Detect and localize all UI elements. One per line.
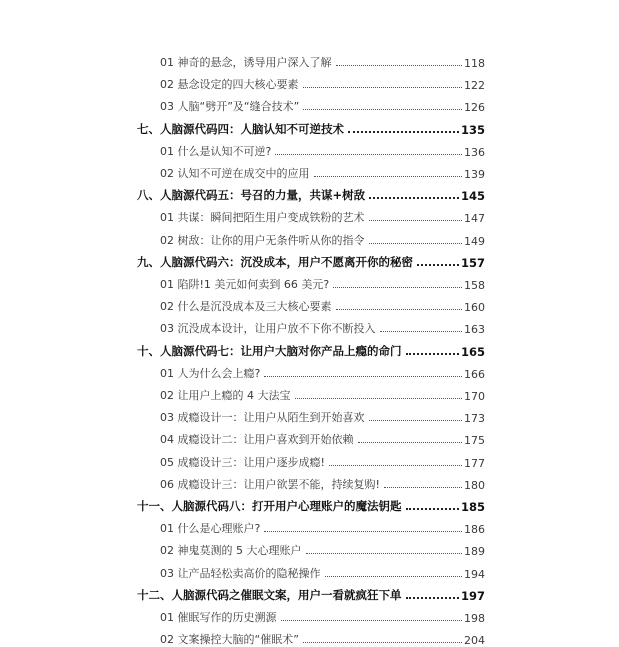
- dot-leader: [417, 264, 459, 266]
- toc-entry-title: 九、人脑源代码六：沉没成本，用户不愿离开你的秘密: [137, 254, 413, 269]
- toc-entry-title: 02 让用户上瘾的 4 大法宝: [160, 389, 291, 402]
- toc-page-number: 157: [460, 255, 485, 270]
- dot-leader: [336, 309, 463, 310]
- toc-page-number: 180: [464, 478, 485, 492]
- dot-leader: [369, 220, 463, 221]
- toc-entry-title: 05 成瘾设计三：让用户逐步成瘾!: [160, 455, 325, 469]
- toc-page-number: 145: [460, 189, 485, 204]
- toc-section-entry: [160, 538, 485, 558]
- dot-leader: [303, 87, 463, 88]
- toc-page-number: 189: [464, 545, 485, 559]
- toc-section-entry: [160, 316, 485, 336]
- toc-section-entry: [160, 228, 485, 248]
- dot-leader: [406, 508, 459, 510]
- toc-section-entry: [160, 605, 485, 625]
- toc-page-number: 166: [464, 367, 485, 381]
- toc-entry-title: 十一、人脑源代码八：打开用户心理账户的魔法钥匙: [137, 499, 402, 513]
- toc-chapter-entry: [137, 494, 485, 514]
- toc-section-entry: [160, 294, 485, 314]
- toc-entry-title: 01 神奇的悬念，诱导用户深入了解: [160, 56, 332, 69]
- toc-chapter-entry: [137, 250, 485, 270]
- toc-section-entry: [160, 50, 485, 70]
- dot-leader: [384, 487, 462, 488]
- dot-leader: [406, 597, 459, 599]
- toc-page-number: 165: [460, 344, 485, 359]
- toc-page-number: 194: [464, 567, 485, 581]
- toc-entry-title: 01 陷阱!1 美元如何卖到 66 美元?: [160, 278, 330, 291]
- toc-entry-title: 七、人脑源代码四：人脑认知不可逆技术: [137, 121, 344, 136]
- toc-section-entry: [160, 472, 485, 492]
- toc-entry-title: 02 神鬼莫测的 5 大心理账户: [160, 544, 302, 558]
- toc-entry-title: 八、人脑源代码五：号召的力量，共谋+树敌: [137, 188, 366, 203]
- toc-page-number: 198: [464, 612, 485, 625]
- toc-page-number: 185: [460, 500, 485, 514]
- dot-leader: [281, 620, 463, 621]
- toc-chapter-entry: [137, 583, 485, 603]
- toc-section-entry: [160, 161, 485, 181]
- dot-leader: [314, 176, 463, 177]
- dot-leader: [369, 420, 463, 421]
- dot-leader: [406, 353, 459, 355]
- toc-entry-title: 01 什么是心理账户?: [160, 522, 261, 536]
- toc-entry-title: 十二、人脑源代码之催眠文案，用户一看就疯狂下单: [137, 587, 402, 602]
- dot-leader: [336, 65, 463, 66]
- toc-section-entry: [160, 94, 485, 114]
- toc-section-entry: [160, 72, 485, 92]
- dot-leader: [325, 576, 463, 577]
- toc-page-number: 173: [464, 412, 485, 426]
- dot-leader: [295, 398, 463, 399]
- toc-section-entry: [160, 427, 485, 447]
- toc-entry-title: 04 成瘾设计二：让用户喜欢到开始依赖: [160, 433, 354, 447]
- toc-page-number: 160: [464, 301, 485, 315]
- toc-section-entry: [160, 383, 485, 403]
- dot-leader: [380, 331, 463, 332]
- toc-section-entry: [160, 139, 485, 159]
- toc-page-number: 118: [464, 57, 485, 70]
- toc-section-entry: [160, 450, 485, 470]
- toc-page-number: 139: [464, 168, 485, 181]
- toc-page-number: 177: [464, 456, 485, 470]
- toc-page-number: 163: [464, 323, 485, 337]
- dot-leader: [306, 553, 463, 554]
- toc-entry-title: 03 让产品轻松卖高价的隐秘操作: [160, 566, 321, 580]
- dot-leader: [329, 465, 462, 466]
- dot-leader: [369, 197, 459, 199]
- dot-leader: [369, 243, 463, 244]
- dot-leader: [333, 287, 462, 288]
- toc-entry-title: 03 成瘾设计一：让用户从陌生到开始喜欢: [160, 411, 365, 425]
- toc-page-number: 204: [464, 634, 485, 647]
- toc-entry-title: 十、人脑源代码七：让用户大脑对你产品上瘾的命门: [137, 343, 402, 358]
- dot-leader: [275, 154, 462, 155]
- toc-entry-title: 01 共谋：瞬间把陌生用户变成铁粉的艺术: [160, 211, 365, 225]
- toc-entry-title: 06 成瘾设计三：让用户欲罢不能，持续复购!: [160, 477, 380, 491]
- toc-page-number: 149: [464, 234, 485, 248]
- toc-page-number: 147: [464, 212, 485, 226]
- toc-chapter-entry: [137, 183, 485, 203]
- toc-entry-title: 01 什么是认知不可逆?: [160, 144, 272, 158]
- toc-entry-title: 03 沉没成本设计，让用户放不下你不断投入: [160, 322, 376, 336]
- toc-page-number: 122: [464, 79, 485, 93]
- dot-leader: [303, 109, 462, 110]
- toc-section-entry: [160, 405, 485, 425]
- toc-page-number: 170: [464, 390, 485, 403]
- toc-entry-title: 03 人脑“劈开”及“缝合技术”: [160, 100, 300, 114]
- toc-entry-title: 02 树敌：让你的用户无条件听从你的指令: [160, 233, 365, 247]
- toc-page-number: 126: [464, 101, 485, 115]
- toc-section-entry: [160, 561, 485, 581]
- dot-leader: [358, 442, 463, 443]
- toc-chapter-entry: [137, 117, 485, 137]
- toc-section-entry: [160, 361, 485, 381]
- toc-page-number: 135: [460, 122, 485, 137]
- toc-section-entry: [160, 272, 485, 292]
- toc-page-number: 136: [464, 145, 485, 159]
- toc-section-entry: [160, 205, 485, 225]
- toc-section-entry: [160, 516, 485, 536]
- toc-entry-title: 02 文案操控大脑的“催眠术”: [160, 633, 299, 647]
- toc-entry-title: 02 悬念设定的四大核心要素: [160, 78, 299, 92]
- dot-leader: [264, 376, 462, 377]
- toc-entry-title: 02 什么是沉没成本及三大核心要素: [160, 300, 332, 314]
- toc-chapter-entry: [137, 339, 485, 359]
- toc-page-number: 197: [460, 588, 485, 603]
- toc-section-entry: [160, 627, 485, 647]
- toc-entry-title: 01 催眠写作的历史溯源: [160, 611, 277, 624]
- toc-entry-title: 01 人为什么会上瘾?: [160, 366, 261, 380]
- dot-leader: [348, 131, 459, 133]
- toc-page-number: 158: [464, 279, 485, 292]
- toc-page-number: 186: [464, 523, 485, 537]
- toc-entry-title: 02 认知不可逆在成交中的应用: [160, 167, 310, 180]
- toc-page-number: 175: [464, 434, 485, 448]
- dot-leader: [264, 531, 462, 532]
- dot-leader: [303, 642, 462, 643]
